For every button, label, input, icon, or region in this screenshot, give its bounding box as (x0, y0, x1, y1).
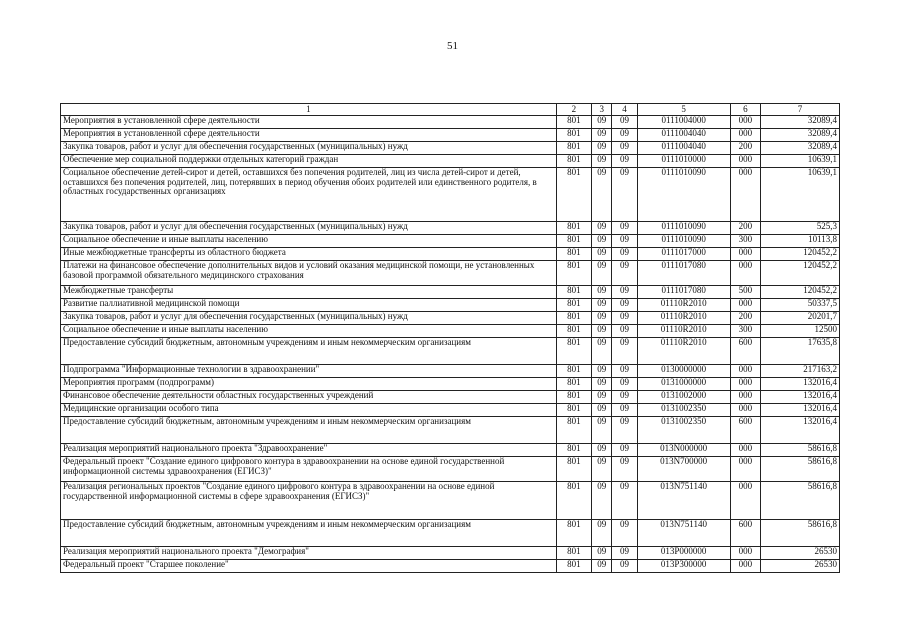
row-amount-cell: 50337,5 (761, 299, 840, 312)
row-code-cell: 01110R2010 (637, 312, 730, 325)
row-name-cell: Федеральный проект "Старшее поколение" (61, 560, 557, 573)
row-code-cell: 000 (730, 547, 760, 560)
table-row (61, 286, 840, 299)
row-code-cell: 801 (556, 417, 591, 444)
row-code-cell: 000 (730, 168, 760, 222)
row-code-cell: 000 (730, 299, 760, 312)
row-code-cell: 200 (730, 312, 760, 325)
row-code-cell: 09 (592, 482, 612, 520)
row-code-cell: 000 (730, 248, 760, 261)
row-code-cell: 801 (556, 312, 591, 325)
row-code-cell: 09 (592, 417, 612, 444)
table-row (61, 248, 840, 261)
table-row (61, 235, 840, 248)
row-code-cell: 801 (556, 404, 591, 417)
row-code-cell: 09 (612, 286, 637, 299)
row-code-cell: 000 (730, 116, 760, 129)
row-code-cell: 09 (592, 235, 612, 248)
row-amount-cell: 58616,8 (761, 482, 840, 520)
row-code-cell: 09 (592, 248, 612, 261)
row-amount-cell: 58616,8 (761, 444, 840, 457)
row-name-cell: Мероприятия программ (подпрограмм) (61, 378, 557, 391)
row-amount-cell: 26530 (761, 560, 840, 573)
row-code-cell: 09 (592, 261, 612, 286)
row-code-cell: 09 (592, 299, 612, 312)
table-row (61, 365, 840, 378)
row-code-cell: 801 (556, 286, 591, 299)
row-code-cell: 09 (612, 520, 637, 547)
row-code-cell: 600 (730, 520, 760, 547)
row-name-cell: Обеспечение мер социальной поддержки отдельных категорий граждан (61, 155, 557, 168)
row-code-cell: 09 (592, 325, 612, 338)
row-code-cell: 09 (612, 168, 637, 222)
row-code-cell: 09 (592, 404, 612, 417)
column-header: 3 (592, 104, 612, 116)
row-amount-cell: 132016,4 (761, 378, 840, 391)
table-row (61, 261, 840, 286)
row-code-cell: 09 (592, 444, 612, 457)
row-code-cell: 09 (592, 168, 612, 222)
row-code-cell: 09 (612, 547, 637, 560)
row-code-cell: 000 (730, 457, 760, 482)
budget-table (60, 103, 840, 573)
table-row (61, 404, 840, 417)
row-code-cell: 000 (730, 391, 760, 404)
row-code-cell: 801 (556, 325, 591, 338)
table-row (61, 417, 840, 444)
row-code-cell: 801 (556, 235, 591, 248)
table-row (61, 378, 840, 391)
table-row (61, 116, 840, 129)
table-row (61, 168, 840, 222)
row-code-cell: 801 (556, 560, 591, 573)
row-name-cell: Развитие паллиативной медицинской помощи (61, 299, 557, 312)
table-row (61, 312, 840, 325)
row-code-cell: 09 (612, 417, 637, 444)
row-amount-cell: 217163,2 (761, 365, 840, 378)
row-code-cell: 000 (730, 129, 760, 142)
row-name-cell: Социальное обеспечение детей-сирот и детей, оставшихся без попечения родителей, лиц из числа детей-сирот и детей, оставшихся без попечения родителей, лиц, потерявших в период обучения обоих родителей или единственного родителя, в областных государственных организациях (61, 168, 557, 222)
row-code-cell: 801 (556, 338, 591, 365)
row-name-cell: Социальное обеспечение и иные выплаты населению (61, 235, 557, 248)
table-header-row (61, 104, 840, 116)
row-code-cell: 0111017080 (637, 261, 730, 286)
row-name-cell: Мероприятия в установленной сфере деятельности (61, 116, 557, 129)
row-name-cell: Закупка товаров, работ и услуг для обеспечения государственных (муниципальных) нужд (61, 142, 557, 155)
row-name-cell: Мероприятия в установленной сфере деятельности (61, 129, 557, 142)
row-code-cell: 0111017000 (637, 248, 730, 261)
row-code-cell: 013P300000 (637, 560, 730, 573)
row-name-cell: Подпрограмма "Информационные технологии в здравоохранении" (61, 365, 557, 378)
row-name-cell: Предоставление субсидий бюджетным, автономным учреждениям и иным некоммерческим организациям (61, 520, 557, 547)
row-code-cell: 09 (592, 391, 612, 404)
row-code-cell: 801 (556, 457, 591, 482)
row-code-cell: 01110R2010 (637, 299, 730, 312)
row-code-cell: 000 (730, 365, 760, 378)
row-code-cell: 09 (592, 222, 612, 235)
row-code-cell: 0111010090 (637, 235, 730, 248)
row-code-cell: 0131000000 (637, 378, 730, 391)
row-code-cell: 013N000000 (637, 444, 730, 457)
row-code-cell: 09 (592, 457, 612, 482)
row-code-cell: 801 (556, 520, 591, 547)
row-amount-cell: 20201,7 (761, 312, 840, 325)
row-code-cell: 09 (592, 547, 612, 560)
row-code-cell: 09 (612, 378, 637, 391)
row-code-cell: 09 (612, 248, 637, 261)
row-code-cell: 000 (730, 404, 760, 417)
row-code-cell: 09 (612, 116, 637, 129)
row-code-cell: 09 (592, 378, 612, 391)
row-code-cell: 801 (556, 222, 591, 235)
table-row (61, 325, 840, 338)
row-code-cell: 801 (556, 378, 591, 391)
column-header: 1 (61, 104, 557, 116)
row-code-cell: 09 (592, 520, 612, 547)
row-name-cell: Финансовое обеспечение деятельности областных государственных учреждений (61, 391, 557, 404)
row-code-cell: 09 (612, 155, 637, 168)
page-number: 51 (447, 40, 458, 52)
row-amount-cell: 17635,8 (761, 338, 840, 365)
row-code-cell: 801 (556, 299, 591, 312)
row-code-cell: 801 (556, 116, 591, 129)
row-code-cell: 013N751140 (637, 482, 730, 520)
row-code-cell: 0111004040 (637, 142, 730, 155)
row-amount-cell: 10639,1 (761, 168, 840, 222)
row-amount-cell: 120452,2 (761, 261, 840, 286)
row-name-cell: Федеральный проект "Создание единого цифрового контура в здравоохранении на основе единой государственной информационной системы здравоохранения (ЕГИСЗ)" (61, 457, 557, 482)
row-code-cell: 09 (612, 222, 637, 235)
row-code-cell: 200 (730, 142, 760, 155)
row-amount-cell: 58616,8 (761, 457, 840, 482)
row-amount-cell: 32089,4 (761, 142, 840, 155)
table-row (61, 547, 840, 560)
row-code-cell: 801 (556, 444, 591, 457)
column-header: 2 (556, 104, 591, 116)
row-name-cell: Закупка товаров, работ и услуг для обеспечения государственных (муниципальных) нужд (61, 312, 557, 325)
row-code-cell: 09 (612, 235, 637, 248)
row-amount-cell: 120452,2 (761, 286, 840, 299)
table-row (61, 299, 840, 312)
row-code-cell: 000 (730, 261, 760, 286)
row-code-cell: 09 (612, 560, 637, 573)
table-row (61, 142, 840, 155)
row-code-cell: 01110R2010 (637, 325, 730, 338)
column-header: 6 (730, 104, 760, 116)
row-code-cell: 09 (612, 312, 637, 325)
row-code-cell: 013N751140 (637, 520, 730, 547)
row-code-cell: 09 (592, 142, 612, 155)
row-code-cell: 01110R2010 (637, 338, 730, 365)
row-code-cell: 0131002350 (637, 417, 730, 444)
row-amount-cell: 525,3 (761, 222, 840, 235)
row-name-cell: Реализация мероприятий национального проекта "Здравоохранение" (61, 444, 557, 457)
table-row (61, 338, 840, 365)
row-code-cell: 801 (556, 248, 591, 261)
column-header: 4 (612, 104, 637, 116)
row-code-cell: 09 (592, 312, 612, 325)
row-code-cell: 300 (730, 235, 760, 248)
row-code-cell: 000 (730, 155, 760, 168)
row-name-cell: Предоставление субсидий бюджетным, автономным учреждениям и иным некоммерческим организациям (61, 338, 557, 365)
row-code-cell: 801 (556, 261, 591, 286)
row-code-cell: 09 (592, 155, 612, 168)
row-code-cell: 09 (612, 444, 637, 457)
row-amount-cell: 32089,4 (761, 129, 840, 142)
table-row (61, 560, 840, 573)
row-code-cell: 09 (612, 482, 637, 520)
row-name-cell: Реализация региональных проектов "Создание единого цифрового контура в здравоохранении на основе единой государственной информационной системы в сфере здравоохранения (ЕГИСЗ)" (61, 482, 557, 520)
table-row (61, 444, 840, 457)
row-code-cell: 09 (612, 142, 637, 155)
row-amount-cell: 132016,4 (761, 417, 840, 444)
row-name-cell: Социальное обеспечение и иные выплаты населению (61, 325, 557, 338)
row-code-cell: 200 (730, 222, 760, 235)
row-amount-cell: 26530 (761, 547, 840, 560)
row-code-cell: 801 (556, 129, 591, 142)
row-name-cell: Иные межбюджетные трансферты из областного бюджета (61, 248, 557, 261)
row-code-cell: 09 (592, 338, 612, 365)
table-row (61, 129, 840, 142)
row-code-cell: 013N700000 (637, 457, 730, 482)
row-code-cell: 09 (592, 365, 612, 378)
row-code-cell: 09 (612, 391, 637, 404)
row-code-cell: 0131002350 (637, 404, 730, 417)
row-amount-cell: 10113,8 (761, 235, 840, 248)
row-code-cell: 801 (556, 365, 591, 378)
row-code-cell: 09 (612, 365, 637, 378)
row-code-cell: 013P000000 (637, 547, 730, 560)
row-code-cell: 801 (556, 168, 591, 222)
row-code-cell: 09 (612, 261, 637, 286)
row-amount-cell: 58616,8 (761, 520, 840, 547)
row-amount-cell: 120452,2 (761, 248, 840, 261)
column-header: 7 (761, 104, 840, 116)
row-name-cell: Медицинские организации особого типа (61, 404, 557, 417)
row-name-cell: Закупка товаров, работ и услуг для обеспечения государственных (муниципальных) нужд (61, 222, 557, 235)
row-code-cell: 09 (612, 325, 637, 338)
row-code-cell: 000 (730, 444, 760, 457)
row-code-cell: 801 (556, 482, 591, 520)
table-row (61, 391, 840, 404)
row-code-cell: 09 (612, 129, 637, 142)
row-code-cell: 09 (592, 116, 612, 129)
row-code-cell: 0111010000 (637, 155, 730, 168)
row-code-cell: 000 (730, 378, 760, 391)
row-code-cell: 0131002000 (637, 391, 730, 404)
row-code-cell: 500 (730, 286, 760, 299)
row-amount-cell: 132016,4 (761, 391, 840, 404)
row-name-cell: Реализация мероприятий национального проекта "Демография" (61, 547, 557, 560)
row-amount-cell: 132016,4 (761, 404, 840, 417)
row-code-cell: 0111017080 (637, 286, 730, 299)
table-row (61, 457, 840, 482)
table-row (61, 222, 840, 235)
row-code-cell: 0111010090 (637, 222, 730, 235)
row-code-cell: 000 (730, 560, 760, 573)
row-code-cell: 0130000000 (637, 365, 730, 378)
row-code-cell: 600 (730, 338, 760, 365)
row-name-cell: Межбюджетные трансферты (61, 286, 557, 299)
row-code-cell: 600 (730, 417, 760, 444)
table-row (61, 520, 840, 547)
row-code-cell: 09 (612, 457, 637, 482)
row-code-cell: 801 (556, 391, 591, 404)
row-amount-cell: 12500 (761, 325, 840, 338)
row-code-cell: 09 (592, 129, 612, 142)
row-amount-cell: 10639,1 (761, 155, 840, 168)
row-code-cell: 801 (556, 142, 591, 155)
row-code-cell: 801 (556, 155, 591, 168)
row-code-cell: 09 (592, 286, 612, 299)
row-code-cell: 000 (730, 482, 760, 520)
row-code-cell: 0111010090 (637, 168, 730, 222)
row-code-cell: 09 (612, 404, 637, 417)
table-row (61, 155, 840, 168)
column-header: 5 (637, 104, 730, 116)
row-name-cell: Платежи на финансовое обеспечение дополнительных видов и условий оказания медицинской помощи, не установленных базовой программой обязательного медицинского страхования (61, 261, 557, 286)
row-code-cell: 09 (592, 560, 612, 573)
row-name-cell: Предоставление субсидий бюджетным, автономным учреждениям и иным некоммерческим организациям (61, 417, 557, 444)
table-row (61, 482, 840, 520)
row-code-cell: 801 (556, 547, 591, 560)
row-amount-cell: 32089,4 (761, 116, 840, 129)
row-code-cell: 300 (730, 325, 760, 338)
row-code-cell: 0111004040 (637, 129, 730, 142)
row-code-cell: 0111004000 (637, 116, 730, 129)
row-code-cell: 09 (612, 338, 637, 365)
row-code-cell: 09 (612, 299, 637, 312)
